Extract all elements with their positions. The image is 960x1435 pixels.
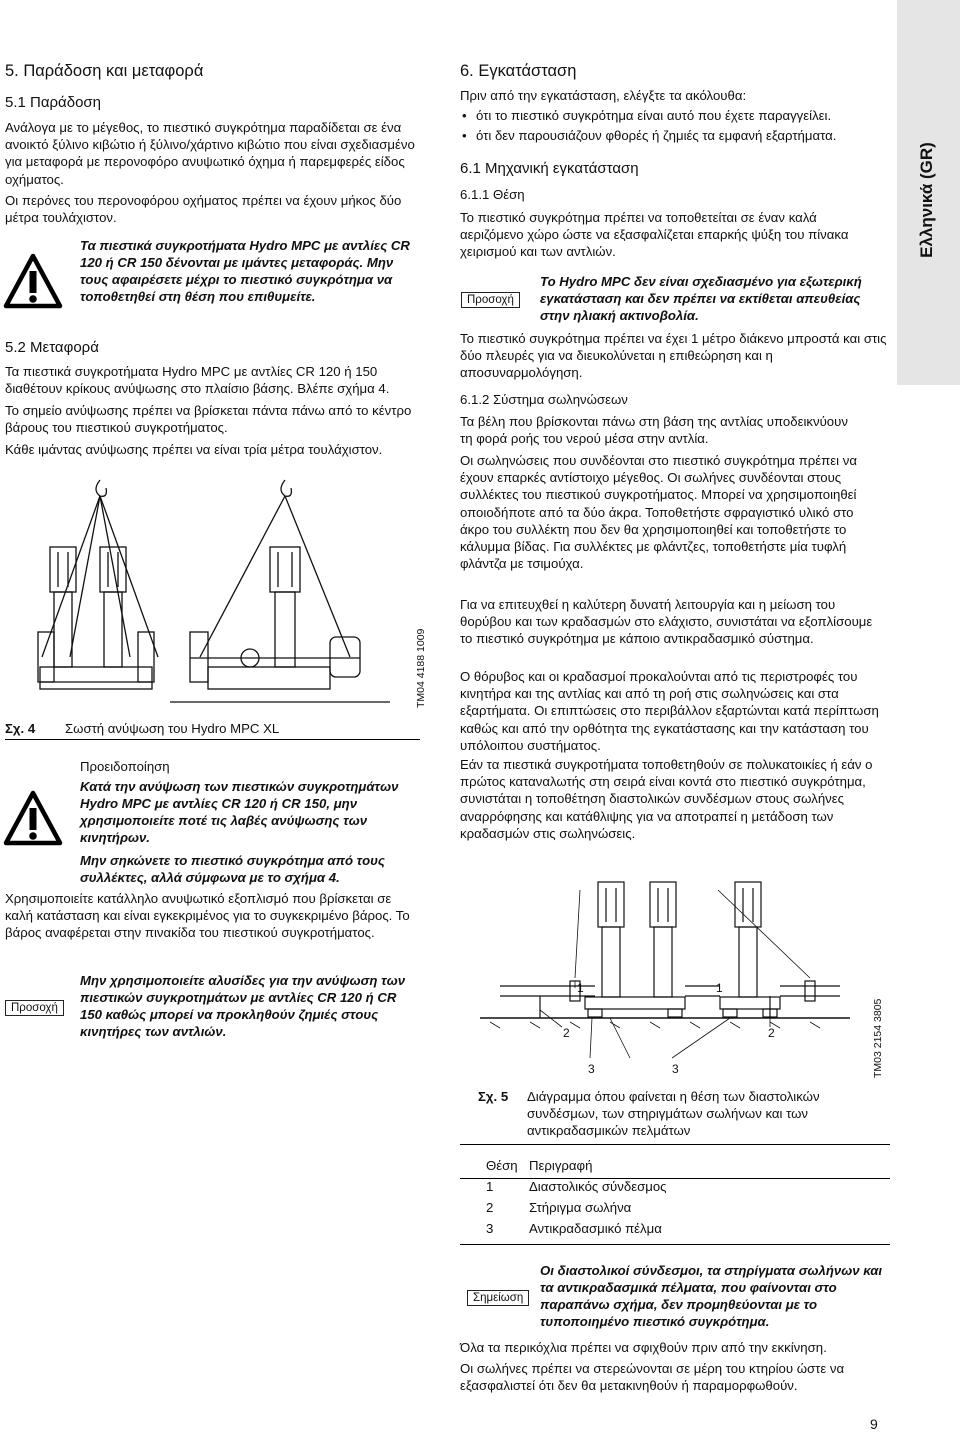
page-number: 9 <box>870 1416 878 1432</box>
table-header-row <box>486 1155 667 1176</box>
lifting-equipment-paragraph: Χρησιμοποιείτε κατάλληλο ανυψωτικό εξοπλισμό που βρίσκεται σε καλή κατάσταση και είναι εγκεκριμένος για το συγκεκριμένο βάρος. Το βάρος αναφέρεται στην πινακίδα του πιεστικού συγκροτήματος. <box>5 891 410 941</box>
warning-icon <box>3 253 63 309</box>
table-row <box>486 1218 667 1239</box>
table-bottom-rule <box>460 1244 890 1245</box>
section-5-1-title: 5.1 Παράδοση <box>5 94 102 111</box>
figure-5-installation-drawing <box>470 870 860 1080</box>
note-label: Σημείωση <box>467 1290 529 1306</box>
language-tab-label: Ελληνικά (GR) <box>917 142 936 258</box>
table-cell: 2 <box>486 1200 494 1215</box>
section-5-1-paragraph-1: Ανάλογα με το μέγεθος, το πιεστικό συγκρότημα παραδίδεται σε ένα ανοικτό ξύλινο κιβώτιο ή ξύλινο/χάρτινο κιβώτιο που είναι σχεδιασμένο για μεταφορά με περονοφόρο ανυψωτικό όχημα ή παρεμφερές είδος οχήματος. <box>5 120 415 187</box>
section-5-2-title: 5.2 Μεταφορά <box>5 339 99 356</box>
section-5-2-paragraph-1: Τα πιεστικά συγκροτήματα Hydro MPC με αντλίες CR 120 ή 150 διαθέτουν κρίκους ανύψωσης στο πλαίσιο βάσης. Βλέπε σχήμα 4. <box>5 364 390 397</box>
section-5-2-paragraph-2: Το σημείο ανύψωσης πρέπει να βρίσκεται πάντα πάνω από το κέντρο βάρους του πιεστικού συγκροτήματος. <box>5 403 412 436</box>
table-header: Θέση <box>486 1158 518 1173</box>
figure-5-callout: 3 <box>588 1062 595 1076</box>
section-6-1-2-paragraph-2: Οι σωληνώσεις που συνδέονται στο πιεστικό συγκρότημα πρέπει να έχουν επαρκές αντίστοιχο μέγεθος. Οι σωλήνες συνδέονται στους συλλέκτες του πιεστικού συγκροτήματος. Μπορεί να χρησιμοποιηθεί οποιοδήποτε από τα δύο άκρα. Τοποθετήστε σφραγιστικό υλικό στο άκρο του συλλέκτη που δεν θα χρησιμοποιηθεί και τοποθετήστε το κάλυμμα βίδας. Για συλλέκτες με φλάντζες, τοποθετήστε μία τυφλή φλάντζα με τσιμούχα. <box>460 453 857 572</box>
table-row <box>486 1197 667 1218</box>
caution-chains-text: Μην χρησιμοποιείτε αλυσίδες για την ανύψωση των πιεστικών συγκροτημάτων με αντλίες CR 120 ή CR 150 καθώς μπορεί να προκληθούν ζημιές στους κινητήρες των αντλιών. <box>80 973 406 1039</box>
table-header: Περιγραφή <box>529 1158 593 1173</box>
figure-5-callout: 2 <box>563 1026 570 1040</box>
section-6-intro: Πριν από την εγκατάσταση, ελέγξτε τα ακόλουθα: <box>460 88 747 103</box>
section-6-1-2-paragraph-4: Ο θόρυβος και οι κραδασμοί προκαλούνται από τις περιστροφές του κινητήρα και της αντλίας και από τη ροή στις σωληνώσεις και στα εξαρτήματα. Οι επιπτώσεις στο περιβάλλον εξαρτώνται κατά περίπτωση καθώς και από την ορθότητα της εγκατάστασης και την κατάσταση του υπόλοιπου συστήματος. <box>460 669 879 753</box>
table-cell: 3 <box>486 1221 494 1236</box>
warning-manifolds: Μην σηκώνετε το πιεστικό συγκρότημα από τους συλλέκτες, αλλά σύμφωνα με το σχήμα 4. <box>80 853 385 885</box>
table-header-rule <box>460 1178 890 1179</box>
pipe-fixing-paragraph: Οι σωλήνες πρέπει να στερεώνονται σε μέρη του κτηρίου ώστε να εξασφαλιστεί ότι δεν θα μετακινηθούν ή παραμορφωθούν. <box>460 1361 845 1394</box>
figure-5-rule <box>460 1144 890 1145</box>
figure-4-lifting-drawing <box>30 472 400 712</box>
checklist-item: • ότι το πιεστικό συγκρότημα είναι αυτό που έχετε παραγγείλει. <box>460 106 890 126</box>
tighten-nuts-paragraph: Όλα τα περικόχλια πρέπει να σφιχθούν πριν από την εκκίνηση. <box>460 1340 827 1355</box>
section-6-1-2-paragraph-1: Τα βέλη που βρίσκονται πάνω στη βάση της αντλίας υποδεικνύουν τη φορά ροής του νερού μέσα στην αντλία. <box>460 414 848 447</box>
figure-5-callout: 1 <box>716 981 723 995</box>
table-cell: Διαστολικός σύνδεσμος <box>529 1179 667 1194</box>
figure-4-rule <box>5 739 420 740</box>
figure-4-caption: Σωστή ανύψωση του Hydro MPC XL <box>65 721 280 736</box>
figure-5-label: Σχ. 5 <box>478 1089 509 1104</box>
section-6-title: 6. Εγκατάσταση <box>460 62 577 80</box>
table-row <box>486 1176 667 1197</box>
caution-label: Προσοχή <box>5 1000 64 1016</box>
figure-5-callout: 2 <box>768 1026 775 1040</box>
section-6-1-title: 6.1 Μηχανική εγκατάσταση <box>460 160 639 177</box>
section-5-1-paragraph-2: Οι περόνες του περονοφόρου οχήματος πρέπει να έχουν μήκος δύο μέτρα τουλάχιστον. <box>5 193 402 226</box>
installation-checklist <box>460 106 890 146</box>
section-5-2-paragraph-3: Κάθε ιμάντας ανύψωσης πρέπει να είναι τρία μέτρα τουλάχιστον. <box>5 442 383 457</box>
section-6-1-1-title: 6.1.1 Θέση <box>460 187 525 202</box>
caution-outdoor-text: Το Hydro MPC δεν είναι σχεδιασμένο για εξωτερική εγκατάσταση και δεν πρέπει να εκτίθεται απευθείας στην ηλιακή ακτινοβολία. <box>540 274 862 323</box>
section-6-1-2-paragraph-3: Για να επιτευχθεί η καλύτερη δυνατή λειτουργία και η μείωση του θορύβου και των κραδασμών στο ελάχιστο, συνιστάται να εξοπλίσουμε το πιεστικό συγκρότημα με κάποιο αντικραδασμικό σύστημα. <box>460 597 873 647</box>
warning-title: Προειδοποίηση <box>80 759 170 774</box>
warning-icon-2 <box>3 790 63 846</box>
table-cell: Αντικραδασμικό πέλμα <box>529 1221 662 1236</box>
table-cell: 1 <box>486 1179 494 1194</box>
caution-label-2: Προσοχή <box>461 292 520 308</box>
section-6-1-2-paragraph-5: Εάν τα πιεστικά συγκροτήματα τοποθετηθούν σε πολυκατοικίες ή εάν ο πρώτος καταναλωτής στη σειρά είναι κοντά στο πιεστικό συγκρότημα, συνιστάται η τοποθέτηση διαστολικών συνδέσμων στους σωλήνες αναρρόφησης και κατάθλιψης για να αποτραπεί η μετάδοση των κραδασμών στις σωληνώσεις. <box>460 757 873 841</box>
warning-lifting-handles: Κατά την ανύψωση των πιεστικών συγκροτημάτων Hydro MPC με αντλίες CR 120 ή CR 150, μην χρησιμοποιείτε ποτέ τις λαβές ανύψωσης των κινητήρων. <box>80 779 399 845</box>
section-6-1-1-paragraph-1: Το πιεστικό συγκρότημα πρέπει να τοποθετείται σε έναν καλά αεριζόμενο χώρο ώστε να εξασφαλίζεται επαρκής ψύξη του πίνακα χειρισμού και των αντλιών. <box>460 210 849 260</box>
checklist-item: • ότι δεν παρουσιάζουν φθορές ή ζημιές τα εμφανή εξαρτήματα. <box>460 126 890 146</box>
section-6-1-1-paragraph-2: Το πιεστικό συγκρότημα πρέπει να έχει 1 μέτρο διάκενο μπροστά και στις δύο πλευρές για να διευκολύνεται η επιθεώρηση και η αποσυναρμολόγηση. <box>460 331 887 381</box>
position-description-table <box>486 1155 667 1239</box>
table-cell: Στήριγμα σωλήνα <box>529 1200 632 1215</box>
warning-lifting-straps: Τα πιεστικά συγκροτήματα Hydro MPC με αντλίες CR 120 ή CR 150 δένονται με ιμάντες μεταφοράς. Μην τους αφαιρέσετε μέχρι το πιεστικό συγκρότημα να τοποθετηθεί στη θέση που επιθυμείτε. <box>80 238 410 304</box>
figure-5-code: TM03 2154 3805 <box>872 998 884 1078</box>
note-text: Οι διαστολικοί σύνδεσμοι, τα στηρίγματα σωλήνων και τα αντικραδασμικά πέλματα, που φαίνονται στο παραπάνω σχήμα, δεν προμηθεύονται με το τυποποιημένο πιεστικό συγκρότημα. <box>540 1263 883 1329</box>
section-6-1-2-title: 6.1.2 Σύστημα σωληνώσεων <box>460 392 628 407</box>
figure-4-code: TM04 4188 1009 <box>415 628 427 708</box>
figure-5-caption: Διάγραμμα όπου φαίνεται η θέση των διαστολικών συνδέσμων, των στηριγμάτων σωλήνων και των αντικραδασμικών πελμάτων <box>527 1089 820 1139</box>
section-5-title: 5. Παράδοση και μεταφορά <box>5 62 204 80</box>
figure-5-callout: 3 <box>672 1062 679 1076</box>
figure-5-callout: 1 <box>577 981 584 995</box>
figure-4-label: Σχ. 4 <box>5 721 36 736</box>
